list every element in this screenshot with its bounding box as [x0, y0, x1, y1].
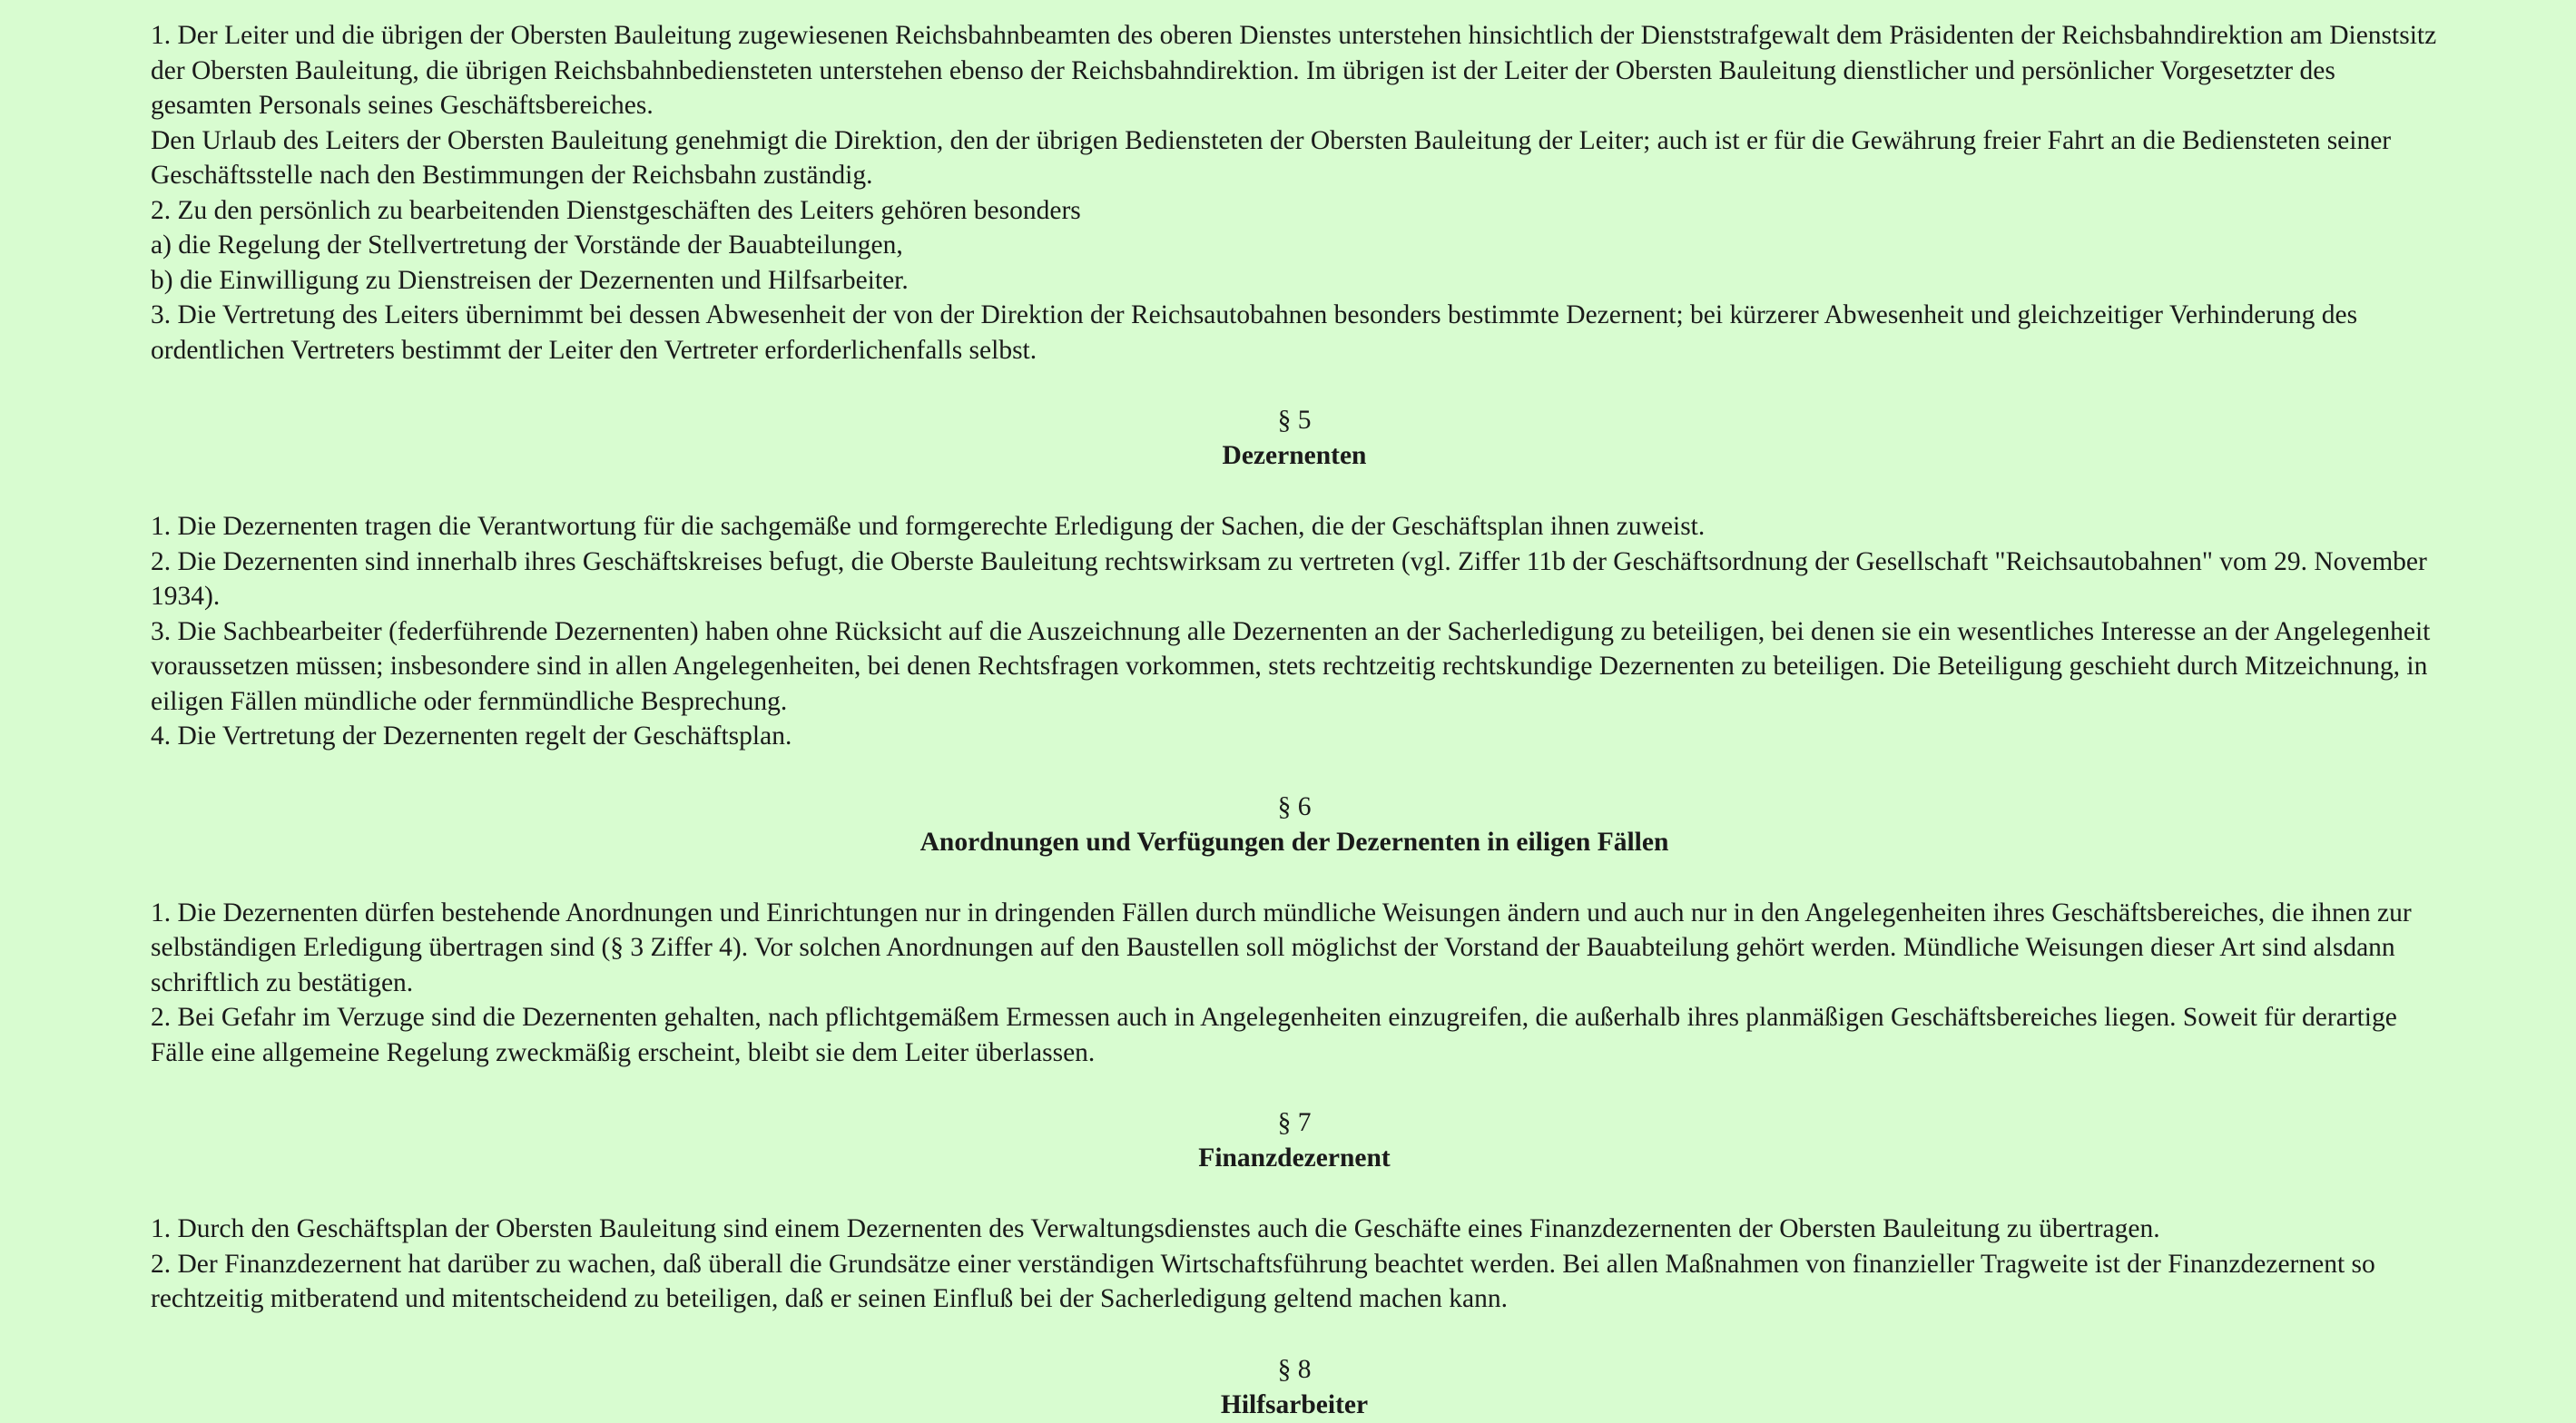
intro-item-b: b) die Einwilligung zu Dienstreisen der Dezernenten und Hilfsarbeiter. [151, 265, 909, 295]
document-page [151, 18, 2438, 1423]
section-title: Anordnungen und Verfügungen der Dezernenten in eiligen Fällen [919, 827, 1669, 857]
section-heading-7 [151, 1105, 2438, 1176]
section-title: Dezernenten [1222, 441, 1367, 470]
section-6-paragraph-1: 1. Die Dezernenten dürfen bestehende Anordnungen und Einrichtungen nur in dringenden Fällen durch mündliche Weisungen ändern und auch nur in den Angelegenheiten ihres Geschäftsbereiches, die ihnen zur selbständigen Erledigung übertragen sind (§ 3 Ziffer 4). Vor solchen Anordnungen auf den Baustellen soll möglichst der Vorstand der Bauabteilung gehört werden. Mündliche Weisungen dieser Art sind alsdann schriftlich zu bestätigen. [151, 898, 2412, 997]
section-number: § 7 [1277, 1108, 1312, 1137]
section-6-paragraph-2: 2. Bei Gefahr im Verzuge sind die Dezernenten gehalten, nach pflichtgemäßem Ermessen auch in Angelegenheiten einzugreifen, die außerhalb ihres planmäßigen Geschäftsbereiches liegen. Soweit für derartige Fälle eine allgemeine Regelung zweckmäßig erscheint, bleibt sie dem Leiter überlassen. [151, 1003, 2397, 1067]
section-7-paragraph-2: 2. Der Finanzdezernent hat darüber zu wachen, daß überall die Grundsätze einer verständigen Wirtschaftsführung beachtet werden. Bei allen Maßnahmen von finanzieller Tragweite ist der Finanzdezernent so rechtzeitig mitberatend und mitentscheidend zu beteiligen, daß er seinen Einfluß bei der Sacherledigung geltend machen kann. [151, 1249, 2375, 1313]
section-heading-8 [151, 1352, 2438, 1423]
section-heading-5 [151, 403, 2438, 474]
section-5-paragraph-3: 3. Die Sachbearbeiter (federführende Dezernenten) haben ohne Rücksicht auf die Auszeichnung alle Dezernenten an der Sacherledigung zu beteiligen, bei denen sie ein wesentliches Interesse an der Angelegenheit voraussetzen müssen; insbesondere sind in allen Angelegenheiten, bei denen Rechtsfragen vorkommen, stets rechtzeitig rechtskundige Dezernenten zu beteiligen. Die Beteiligung geschieht durch Mitzeichnung, in eiligen Fällen mündliche oder fernmündliche Besprechung. [151, 616, 2431, 716]
intro-paragraph-2: Den Urlaub des Leiters der Obersten Bauleitung genehmigt die Direktion, den der übrigen Bediensteten der Obersten Bauleitung der Leiter; auch ist er für die Gewährung freier Fahrt an die Bediensteten seiner Geschäftsstelle nach den Bestimmungen der Reichsbahn zuständig. [151, 125, 2392, 190]
section-number: § 6 [1277, 791, 1312, 821]
section-5-paragraph-4: 4. Die Vertretung der Dezernenten regelt der Geschäftsplan. [151, 721, 792, 751]
intro-paragraph-3: 2. Zu den persönlich zu bearbeitenden Dienstgeschäften des Leiters gehören besonders [151, 195, 1081, 225]
intro-item-a: a) die Regelung der Stellvertretung der Vorstände der Bauabteilungen, [151, 231, 903, 260]
section-5-paragraph-1: 1. Die Dezernenten tragen die Verantwortung für die sachgemäße und formgerechte Erledigung der Sachen, die der Geschäftsplan ihnen zuweist. [151, 512, 1706, 541]
intro-paragraph-1: 1. Der Leiter und die übrigen der Obersten Bauleitung zugewiesenen Reichsbahnbeamten des oberen Dienstes unterstehen hinsichtlich der Dienststrafgewalt dem Präsidenten der Reichsbahndirektion am Dienstsitz der Obersten Bauleitung, die übrigen Reichsbahnbediensteten unterstehen ebenso der Reichsbahndirektion. Im übrigen ist der Leiter der Obersten Bauleitung dienstlicher und persönlicher Vorgesetzter des gesamten Personals seines Geschäftsbereiches. [151, 21, 2437, 120]
section-number: § 8 [1277, 1354, 1312, 1384]
intro-paragraph-4: 3. Die Vertretung des Leiters übernimmt bei dessen Abwesenheit der von der Direktion der Reichsautobahnen besonders bestimmte Dezernent; bei kürzerer Abwesenheit und gleichzeitiger Verhinderung des ordentlichen Vertreters bestimmt der Leiter den Vertreter erforderlichenfalls selbst. [151, 300, 2358, 365]
section-heading-6 [151, 790, 2438, 860]
section-7-paragraph-1: 1. Durch den Geschäftsplan der Obersten Bauleitung sind einem Dezernenten des Verwaltungsdienstes auch die Geschäfte eines Finanzdezernenten der Obersten Bauleitung zu übertragen. [151, 1214, 2160, 1243]
section-title: Hilfsarbeiter [1220, 1389, 1369, 1419]
section-title: Finanzdezernent [1198, 1143, 1391, 1173]
section-5-paragraph-2: 2. Die Dezernenten sind innerhalb ihres Geschäftskreises befugt, die Oberste Bauleitung rechtswirksam zu vertreten (vgl. Ziffer 11b der Geschäftsordnung der Gesellschaft "Reichsautobahnen" vom 29. November 1934). [151, 546, 2427, 611]
section-number: § 5 [1277, 406, 1312, 435]
